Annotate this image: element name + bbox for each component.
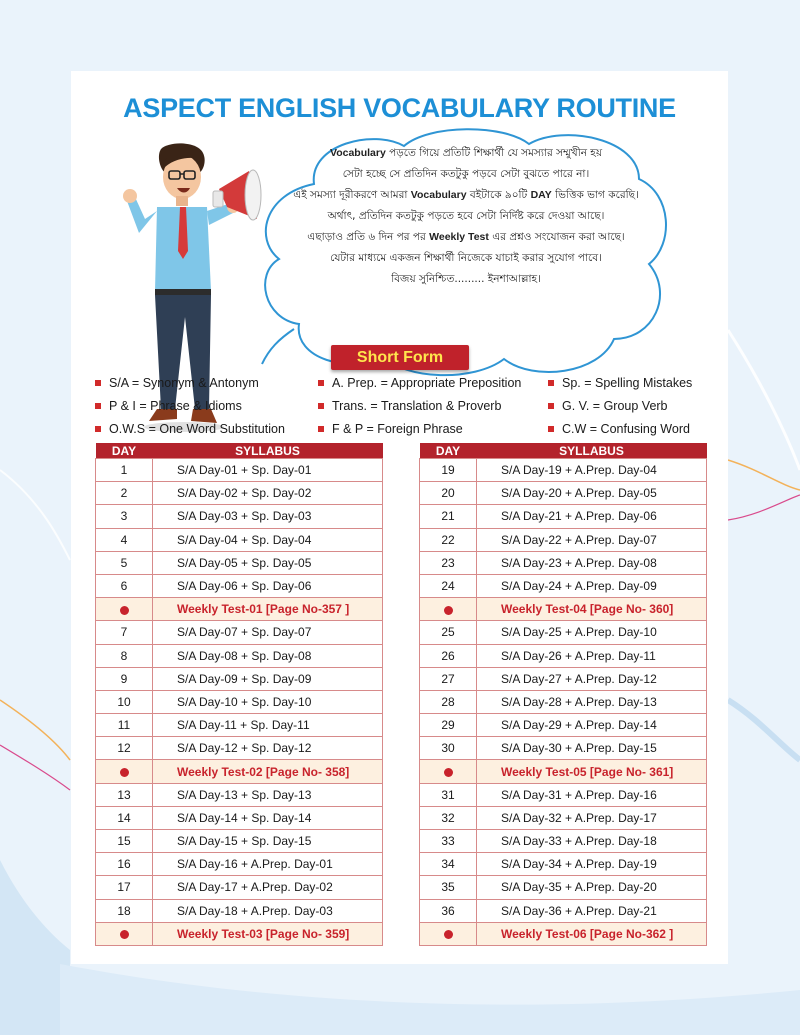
syllabus-cell: S/A Day-09 + Sp. Day-09: [153, 667, 383, 690]
table-header-row: [96, 443, 383, 459]
weekly-test-row: [420, 922, 707, 945]
day-cell: 28: [420, 690, 477, 713]
bullet-icon: [548, 403, 554, 409]
table-row: [96, 574, 383, 597]
intro-line-3: [276, 185, 656, 206]
table-row: [420, 528, 707, 551]
day-cell: 23: [420, 551, 477, 574]
table-row: [96, 806, 383, 829]
syllabus-cell: S/A Day-26 + A.Prep. Day-11: [477, 644, 707, 667]
red-dot-icon: [120, 930, 129, 939]
abbr-text: O.W.S = One Word Substitution: [109, 422, 285, 436]
day-cell: 24: [420, 574, 477, 597]
table-row: [96, 551, 383, 574]
day-cell: 7: [96, 621, 153, 644]
day-cell: 32: [420, 806, 477, 829]
syllabus-cell: S/A Day-06 + Sp. Day-06: [153, 574, 383, 597]
column-header-day: DAY: [420, 443, 477, 459]
syllabus-cell: S/A Day-13 + Sp. Day-13: [153, 783, 383, 806]
syllabus-cell: S/A Day-19 + A.Prep. Day-04: [477, 459, 707, 482]
syllabus-cell: Weekly Test-02 [Page No- 358]: [153, 760, 383, 783]
syllabus-cell: S/A Day-27 + A.Prep. Day-12: [477, 667, 707, 690]
day-cell: 33: [420, 830, 477, 853]
intro-bold-day: DAY: [530, 189, 552, 201]
intro-line-5a: এছাড়াও প্রতি ৬ দিন পর পর: [307, 231, 430, 243]
day-cell: 14: [96, 806, 153, 829]
red-dot-icon: [120, 768, 129, 777]
day-cell: 4: [96, 528, 153, 551]
syllabus-cell: S/A Day-33 + A.Prep. Day-18: [477, 830, 707, 853]
intro-line-2: সেটা হচ্ছে সে প্রতিদিন কতটুকু পড়বে সেটা বুঝতে পারে না।: [342, 168, 590, 180]
day-cell: 11: [96, 714, 153, 737]
table-row: [420, 482, 707, 505]
day-cell: 5: [96, 551, 153, 574]
day-cell: 3: [96, 505, 153, 528]
day-cell: [420, 760, 477, 783]
abbr-item: [318, 399, 501, 413]
intro-line-4: অর্থাৎ, প্রতিদিন কতটুকু পড়তে হবে সেটা নির্দিষ্ট করে দেওয়া আছে।: [327, 210, 605, 222]
day-cell: 10: [96, 690, 153, 713]
column-header-syllabus: SYLLABUS: [153, 443, 383, 459]
abbr-text: Sp. = Spelling Mistakes: [562, 376, 693, 390]
intro-line-1: [276, 143, 656, 164]
day-cell: 2: [96, 482, 153, 505]
weekly-test-row: [96, 598, 383, 621]
abbr-text: G. V. = Group Verb: [562, 399, 668, 413]
syllabus-cell: S/A Day-02 + Sp. Day-02: [153, 482, 383, 505]
table-row: [96, 714, 383, 737]
syllabus-cell: S/A Day-23 + A.Prep. Day-08: [477, 551, 707, 574]
syllabus-cell: Weekly Test-01 [Page No-357 ]: [153, 598, 383, 621]
intro-line-3c: ভিত্তিক ভাগ করেছি।: [551, 189, 639, 201]
table-row: [420, 621, 707, 644]
table-row: [420, 783, 707, 806]
day-cell: [420, 922, 477, 945]
day-cell: 15: [96, 830, 153, 853]
day-cell: 27: [420, 667, 477, 690]
table-row: [96, 505, 383, 528]
bullet-icon: [318, 403, 324, 409]
abbr-text: A. Prep. = Appropriate Preposition: [332, 376, 522, 390]
table-row: [420, 505, 707, 528]
day-cell: 20: [420, 482, 477, 505]
abbr-text: S/A = Synonym & Antonym: [109, 376, 259, 390]
syllabus-cell: S/A Day-08 + Sp. Day-08: [153, 644, 383, 667]
intro-line-7: বিজয় সুনিশ্চিত......... ইনশাআল্লাহ।: [391, 273, 541, 285]
bullet-icon: [548, 380, 554, 386]
red-dot-icon: [444, 768, 453, 777]
syllabus-cell: S/A Day-17 + A.Prep. Day-02: [153, 876, 383, 899]
syllabus-cell: S/A Day-31 + A.Prep. Day-16: [477, 783, 707, 806]
table-row: [96, 690, 383, 713]
short-form-heading: Short Form: [331, 345, 469, 370]
bullet-icon: [95, 403, 101, 409]
table-row: [96, 621, 383, 644]
abbr-item: [548, 422, 690, 436]
day-cell: 34: [420, 853, 477, 876]
day-cell: [96, 598, 153, 621]
abbr-text: Trans. = Translation & Proverb: [332, 399, 502, 413]
day-cell: 18: [96, 899, 153, 922]
table-row: [420, 737, 707, 760]
table-row: [96, 853, 383, 876]
syllabus-cell: S/A Day-32 + A.Prep. Day-17: [477, 806, 707, 829]
table-row: [96, 644, 383, 667]
day-cell: 25: [420, 621, 477, 644]
routine-table-left: [95, 443, 383, 946]
weekly-test-row: [420, 598, 707, 621]
routine-card: [71, 71, 728, 964]
intro-bold-vocabulary-2: Vocabulary: [410, 189, 467, 201]
syllabus-cell: S/A Day-29 + A.Prep. Day-14: [477, 714, 707, 737]
syllabus-cell: Weekly Test-04 [Page No- 360]: [477, 598, 707, 621]
table-row: [96, 667, 383, 690]
day-cell: 21: [420, 505, 477, 528]
syllabus-cell: S/A Day-11 + Sp. Day-11: [153, 714, 383, 737]
syllabus-cell: S/A Day-03 + Sp. Day-03: [153, 505, 383, 528]
table-row: [420, 806, 707, 829]
syllabus-cell: S/A Day-14 + Sp. Day-14: [153, 806, 383, 829]
table-row: [420, 667, 707, 690]
intro-line-1-text: পড়তে গিয়ে প্রতিটি শিক্ষার্থী যে সমস্যার সম্মুখীন হয়: [385, 147, 603, 159]
weekly-test-row: [420, 760, 707, 783]
syllabus-cell: Weekly Test-03 [Page No- 359]: [153, 922, 383, 945]
day-cell: 26: [420, 644, 477, 667]
table-row: [420, 644, 707, 667]
day-cell: [420, 598, 477, 621]
day-cell: 16: [96, 853, 153, 876]
table-row: [96, 737, 383, 760]
abbr-item: [548, 376, 692, 390]
syllabus-cell: S/A Day-01 + Sp. Day-01: [153, 459, 383, 482]
abbr-item: [95, 422, 285, 436]
table-row: [96, 899, 383, 922]
day-cell: 30: [420, 737, 477, 760]
abbr-text: P & I = Phrase & Idioms: [109, 399, 242, 413]
syllabus-cell: S/A Day-25 + A.Prep. Day-10: [477, 621, 707, 644]
table-row: [420, 459, 707, 482]
table-row: [96, 876, 383, 899]
day-cell: [96, 760, 153, 783]
routine-table-right: [419, 443, 707, 946]
day-cell: 17: [96, 876, 153, 899]
intro-line-3b: বইটাকে ৯০টি: [466, 189, 531, 201]
table-row: [420, 690, 707, 713]
table-row: [420, 714, 707, 737]
syllabus-cell: S/A Day-35 + A.Prep. Day-20: [477, 876, 707, 899]
table-row: [96, 783, 383, 806]
abbr-item: [95, 376, 259, 390]
day-cell: 1: [96, 459, 153, 482]
syllabus-cell: S/A Day-10 + Sp. Day-10: [153, 690, 383, 713]
day-cell: 8: [96, 644, 153, 667]
red-dot-icon: [444, 606, 453, 615]
table-row: [96, 528, 383, 551]
day-cell: 12: [96, 737, 153, 760]
abbr-item: [318, 422, 463, 436]
syllabus-cell: S/A Day-16 + A.Prep. Day-01: [153, 853, 383, 876]
syllabus-cell: S/A Day-12 + Sp. Day-12: [153, 737, 383, 760]
syllabus-cell: S/A Day-24 + A.Prep. Day-09: [477, 574, 707, 597]
intro-line-5b: এর প্রশ্নও সংযোজন করা আছে।: [488, 231, 625, 243]
abbr-text: C.W = Confusing Word: [562, 422, 690, 436]
weekly-test-row: [96, 760, 383, 783]
table-row: [420, 876, 707, 899]
intro-line-5: [276, 227, 656, 248]
bullet-icon: [95, 380, 101, 386]
column-header-syllabus: SYLLABUS: [477, 443, 707, 459]
red-dot-icon: [444, 930, 453, 939]
bullet-icon: [318, 426, 324, 432]
abbr-item: [318, 376, 521, 390]
syllabus-cell: S/A Day-04 + Sp. Day-04: [153, 528, 383, 551]
table-row: [420, 574, 707, 597]
syllabus-cell: S/A Day-21 + A.Prep. Day-06: [477, 505, 707, 528]
syllabus-cell: S/A Day-28 + A.Prep. Day-13: [477, 690, 707, 713]
man-with-megaphone-illustration: [99, 141, 269, 441]
table-row: [420, 551, 707, 574]
syllabus-cell: Weekly Test-06 [Page No-362 ]: [477, 922, 707, 945]
table-row: [96, 482, 383, 505]
syllabus-cell: S/A Day-20 + A.Prep. Day-05: [477, 482, 707, 505]
table-row: [420, 853, 707, 876]
syllabus-cell: S/A Day-05 + Sp. Day-05: [153, 551, 383, 574]
syllabus-cell: Weekly Test-05 [Page No- 361]: [477, 760, 707, 783]
syllabus-cell: S/A Day-36 + A.Prep. Day-21: [477, 899, 707, 922]
intro-bold-vocabulary: Vocabulary: [329, 147, 386, 159]
syllabus-cell: S/A Day-15 + Sp. Day-15: [153, 830, 383, 853]
column-header-day: DAY: [96, 443, 153, 459]
red-dot-icon: [120, 606, 129, 615]
syllabus-cell: S/A Day-22 + A.Prep. Day-07: [477, 528, 707, 551]
intro-text: [276, 143, 656, 290]
abbr-item: [95, 399, 242, 413]
intro-line-3a: এই সমস্যা দূরীকরণে আমরা: [293, 189, 411, 201]
bullet-icon: [95, 426, 101, 432]
day-cell: 35: [420, 876, 477, 899]
table-row: [96, 459, 383, 482]
table-row: [420, 830, 707, 853]
day-cell: 6: [96, 574, 153, 597]
day-cell: 9: [96, 667, 153, 690]
syllabus-cell: S/A Day-18 + A.Prep. Day-03: [153, 899, 383, 922]
bullet-icon: [318, 380, 324, 386]
table-header-row: [420, 443, 707, 459]
intro-bold-weekly-test: Weekly Test: [429, 231, 489, 243]
day-cell: 31: [420, 783, 477, 806]
page-title: ASPECT ENGLISH VOCABULARY ROUTINE: [123, 93, 676, 123]
day-cell: 13: [96, 783, 153, 806]
abbr-item: [548, 399, 668, 413]
day-cell: 29: [420, 714, 477, 737]
syllabus-cell: S/A Day-07 + Sp. Day-07: [153, 621, 383, 644]
abbr-text: F & P = Foreign Phrase: [332, 422, 463, 436]
weekly-test-row: [96, 922, 383, 945]
syllabus-cell: S/A Day-34 + A.Prep. Day-19: [477, 853, 707, 876]
day-cell: 36: [420, 899, 477, 922]
day-cell: 19: [420, 459, 477, 482]
table-row: [420, 899, 707, 922]
table-row: [96, 830, 383, 853]
day-cell: [96, 922, 153, 945]
syllabus-cell: S/A Day-30 + A.Prep. Day-15: [477, 737, 707, 760]
bullet-icon: [548, 426, 554, 432]
day-cell: 22: [420, 528, 477, 551]
intro-line-6: যেটার মাধ্যমে একজন শিক্ষার্থী নিজেকে যাচাই করার সুযোগ পাবে।: [330, 252, 602, 264]
